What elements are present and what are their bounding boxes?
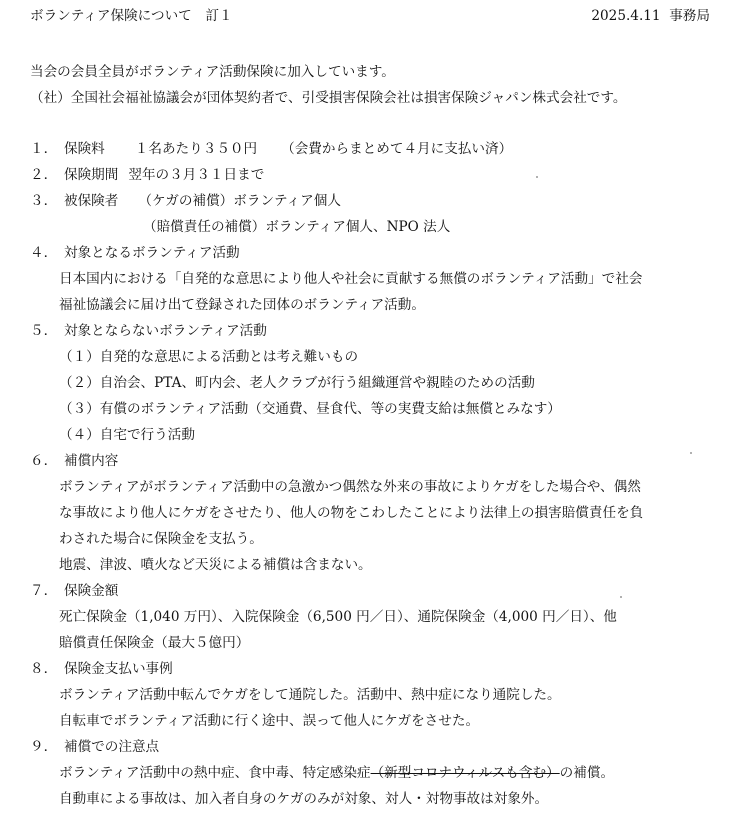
scan-speck: [620, 596, 622, 598]
section-body: 死亡保険金（1,040 万円）、入院保険金（6,500 円／日）、通院保険金（4,000 円／日）、他: [59, 609, 617, 625]
section-number: １．: [30, 141, 58, 157]
section-body: [59, 763, 614, 783]
section-number: ４．: [30, 245, 58, 261]
document-date: 2025.4.11: [591, 8, 661, 24]
scan-speck: [690, 452, 692, 454]
section-label: 保険期間: [64, 167, 119, 183]
notes-text: の補償。: [559, 765, 615, 781]
section-number: ３．: [30, 193, 58, 209]
insured-liability: （賠償責任の補償）ボランティア個人、NPO 法人: [143, 219, 451, 235]
section-body: 自動車による事故は、加入者自身のケガのみが対象、対人・対物事故は対象外。: [59, 791, 549, 807]
section-label: 保険料: [64, 141, 105, 157]
section-insured: [30, 191, 341, 211]
intro-line-2: （社）全国社会福祉協議会が団体契約者で、引受損害保険会社は損害保険ジャパン株式会社です。: [30, 90, 627, 106]
section-number: ２．: [30, 167, 58, 183]
section-number: ９．: [30, 739, 58, 755]
section-notes: [30, 737, 159, 757]
section-body: ボランティアがボランティア活動中の急激かつ偶然な外来の事故によりケガをした場合や、偶然: [59, 479, 641, 495]
excluded-item: （２）自治会、PTA、町内会、老人クラブが行う組織運営や親睦のための活動: [59, 375, 535, 391]
premium-amount: １名あたり３５０円: [134, 141, 258, 157]
document-title: ボランティア保険について 訂１: [30, 8, 233, 24]
section-body: な事故により他人にケガをさせたり、他人の物をこわしたことにより法律上の損害賠償責任を負: [59, 505, 644, 521]
scan-speck: [536, 176, 538, 178]
section-body: 地震、津波、噴火など天災による補償は含まない。: [59, 557, 372, 573]
section-premium: [30, 139, 512, 159]
premium-note: （会費からまとめて４月に支払い済）: [281, 141, 513, 157]
section-number: ６．: [30, 453, 58, 469]
section-insured-amounts: [30, 581, 118, 601]
section-period: [30, 165, 264, 185]
struck-through-text: （新型コロナウィルスも含む）: [370, 765, 560, 781]
excluded-item: （３）有償のボランティア活動（交通費、昼食代、等の実費支給は無償とみなす）: [59, 401, 561, 417]
excluded-item: （４）自宅で行う活動: [59, 427, 195, 443]
section-number: ８．: [30, 661, 58, 677]
section-title: 補償内容: [64, 453, 119, 469]
insured-injury: （ケガの補償）ボランティア個人: [138, 193, 341, 209]
section-title: 対象とならないボランティア活動: [64, 323, 267, 339]
section-covered-activities: [30, 243, 240, 263]
section-title: 補償での注意点: [64, 739, 160, 755]
section-body: わされた場合に保険金を支払う。: [59, 531, 263, 547]
document-date-office: [591, 6, 710, 26]
section-title: 保険金支払い事例: [64, 661, 173, 677]
document-office: 事務局: [669, 8, 710, 24]
section-number: ５．: [30, 323, 58, 339]
section-payment-examples: [30, 659, 173, 679]
section-label: 被保険者: [64, 193, 119, 209]
section-body: 福祉協議会に届け出て登録された団体のボランティア活動。: [59, 297, 425, 313]
section-excluded-activities: [30, 321, 267, 341]
excluded-item: （１）自発的な意思による活動とは考え難いもの: [59, 349, 359, 365]
section-body: ボランティア活動中転んでケガをして通院した。活動中、熱中症になり通院した。: [59, 687, 561, 703]
section-body: 自転車でボランティア活動に行く途中、誤って他人にケガをさせた。: [59, 713, 480, 729]
section-number: ７．: [30, 583, 58, 599]
period-text: 翌年の３月３１日まで: [128, 167, 265, 183]
section-body: 日本国内における「自発的な意思により他人や社会に貢献する無償のボランティア活動」で社会: [59, 271, 643, 287]
notes-text: ボランティア活動中の熱中症、食中毒、特定感染症: [59, 765, 371, 781]
section-title: 保険金額: [64, 583, 119, 599]
section-coverage: [30, 451, 118, 471]
intro-line-1: 当会の会員全員がボランティア活動保険に加入しています。: [30, 64, 395, 80]
section-title: 対象となるボランティア活動: [64, 245, 240, 261]
section-body: 賠償責任保険金（最大５億円）: [59, 635, 250, 651]
